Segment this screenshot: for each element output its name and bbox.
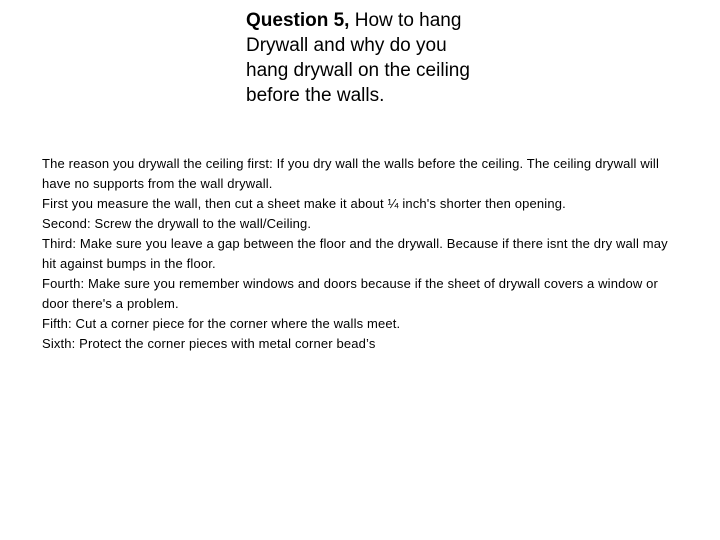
paragraph-sixth-step: Sixth: Protect the corner pieces with metal corner bead’s: [42, 336, 376, 351]
paragraph-first-step: First you measure the wall, then cut a sheet make it about ¼ inch's shorter then opening.: [42, 196, 566, 211]
title-lead: Question 5,: [246, 10, 350, 31]
paragraph-fourth-step: Fourth: Make sure you remember windows and doors because if the sheet of drywall covers a window or door there's a problem.: [42, 276, 659, 311]
title-rest: How to hang Drywall and why do you hang drywall on the ceiling before the walls.: [246, 10, 470, 106]
paragraph-fifth-step: Fifth: Cut a corner piece for the corner where the walls meet.: [42, 316, 401, 331]
slide-title: [246, 8, 486, 108]
paragraph-reason: The reason you drywall the ceiling first: If you dry wall the walls before the ceiling. The ceiling drywall will have no supports from the wall drywall.: [42, 156, 659, 191]
paragraph-third-step: Third: Make sure you leave a gap between the floor and the drywall. Because if there isnt the dry wall may hit against bumps in the floor.: [42, 236, 668, 271]
paragraph-second-step: Second: Screw the drywall to the wall/Ceiling.: [42, 216, 312, 231]
slide-body: [42, 154, 682, 354]
